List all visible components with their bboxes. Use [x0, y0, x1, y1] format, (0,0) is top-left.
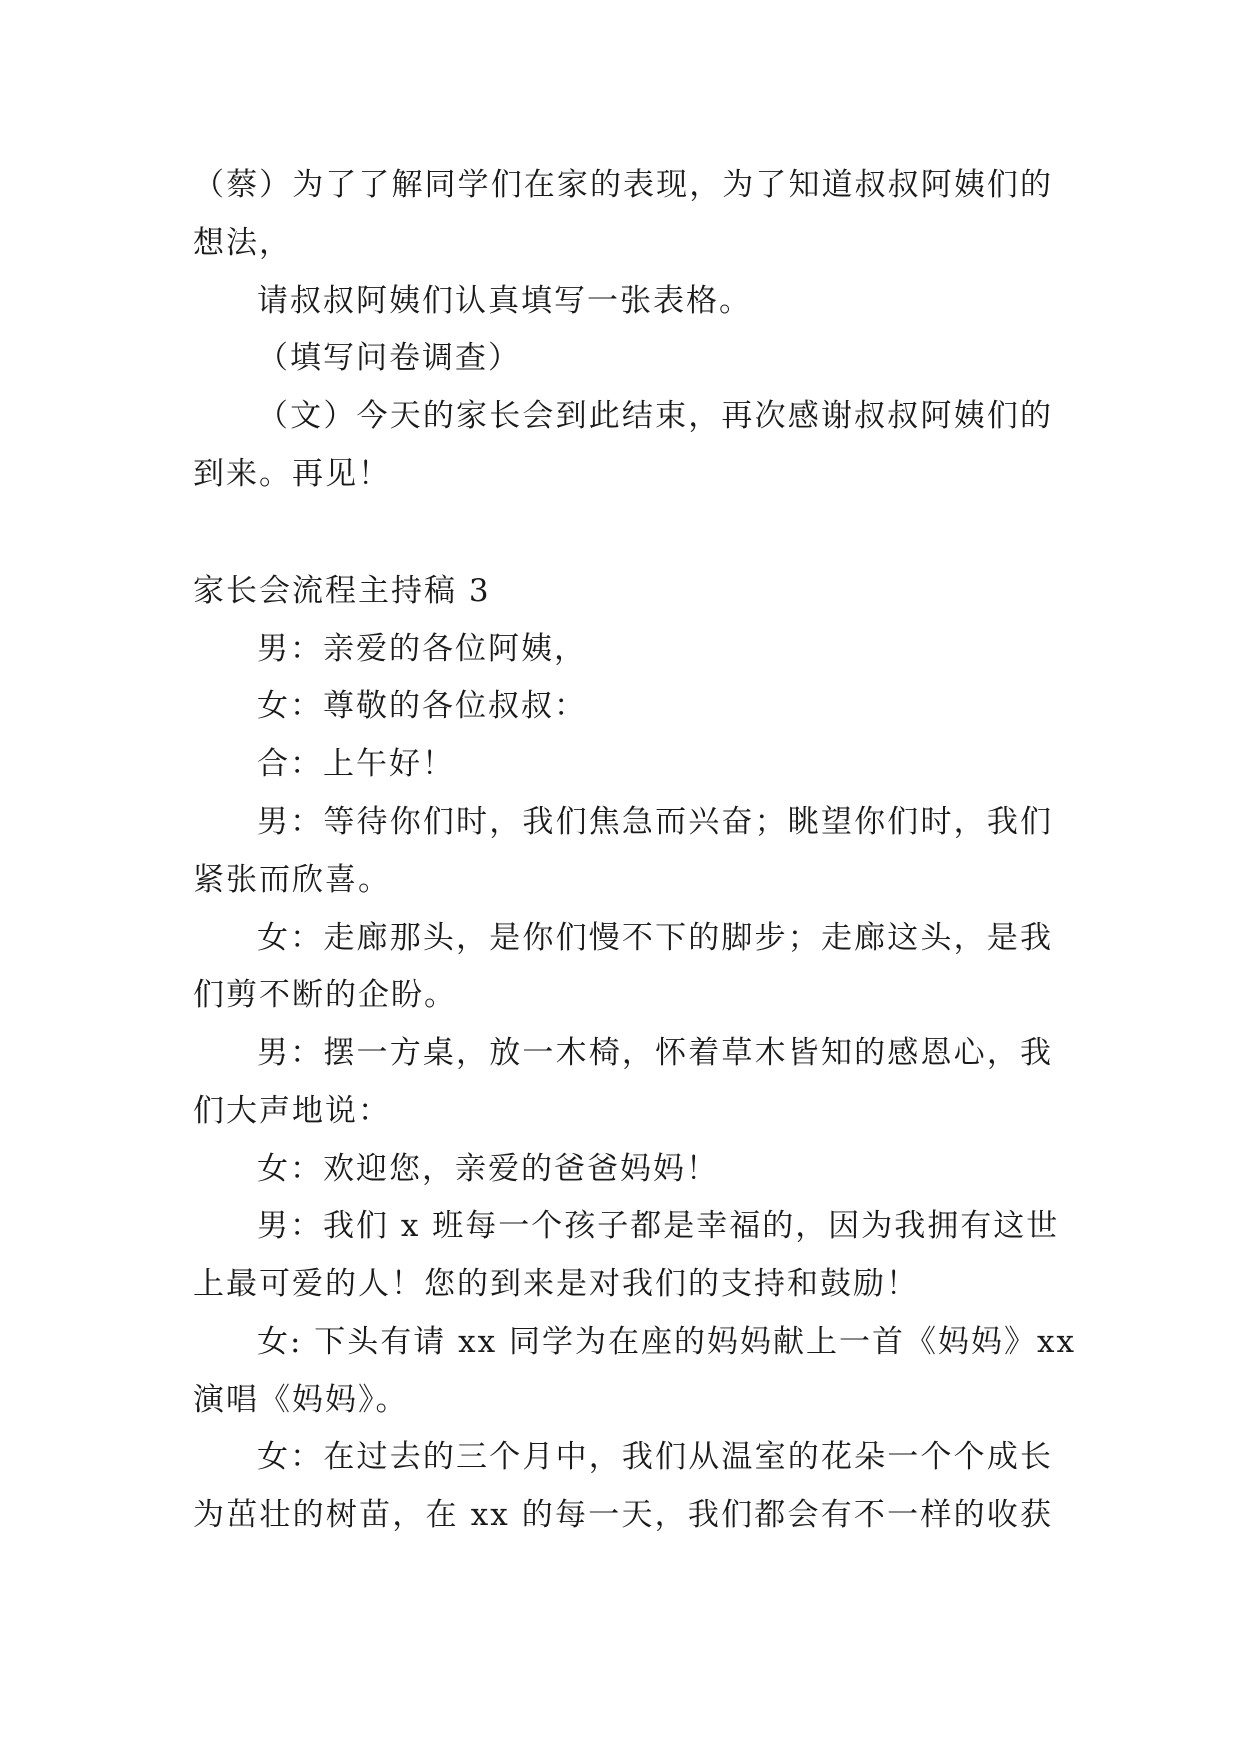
text-line: 女：在过去的三个月中，我们从温室的花朵一个个成长 [257, 1439, 1053, 1475]
text-line: 女：尊敬的各位叔叔： [257, 688, 587, 724]
text-line: 女: 下头有请 xx 同学为在座的妈妈献上一首《妈妈》xx [257, 1324, 1076, 1360]
text-line: 想法， [193, 225, 292, 261]
text-line: 上最可爱的人！您的到来是对我们的支持和鼓励！ [193, 1266, 919, 1302]
text-line: （文）今天的家长会到此结束，再次感谢叔叔阿姨们的 [257, 398, 1053, 434]
section-heading: 家长会流程主持稿 3 [193, 573, 491, 609]
text-line: 女：走廊那头，是你们慢不下的脚步；走廊这头，是我 [257, 920, 1053, 956]
text-line: 男：亲爱的各位阿姨， [257, 631, 587, 667]
text-line: 女：欢迎您，亲爱的爸爸妈妈！ [257, 1151, 719, 1187]
text-line: 为茁壮的树苗，在 xx 的每一天，我们都会有不一样的收获 [193, 1497, 1053, 1533]
text-line: 到来。再见！ [193, 456, 391, 492]
text-line: 男：我们 x 班每一个孩子都是幸福的，因为我拥有这世 [257, 1208, 1060, 1244]
text-line: （填写问卷调查） [257, 340, 521, 376]
text-line: 演唱《妈妈》。 [193, 1382, 409, 1418]
text-line: 合：上午好！ [257, 746, 455, 782]
text-line: 男：等待你们时，我们焦急而兴奋；眺望你们时，我们 [257, 804, 1053, 840]
text-line: 们剪不断的企盼。 [193, 977, 457, 1013]
text-line: 请叔叔阿姨们认真填写一张表格。 [257, 283, 752, 319]
text-line: 们大声地说： [193, 1093, 391, 1129]
text-line: 男：摆一方桌，放一木椅，怀着草木皆知的感恩心，我 [257, 1035, 1053, 1071]
text-line: 紧张而欣喜。 [193, 862, 391, 898]
text-line: （蔡）为了了解同学们在家的表现，为了知道叔叔阿姨们的 [193, 167, 1053, 203]
